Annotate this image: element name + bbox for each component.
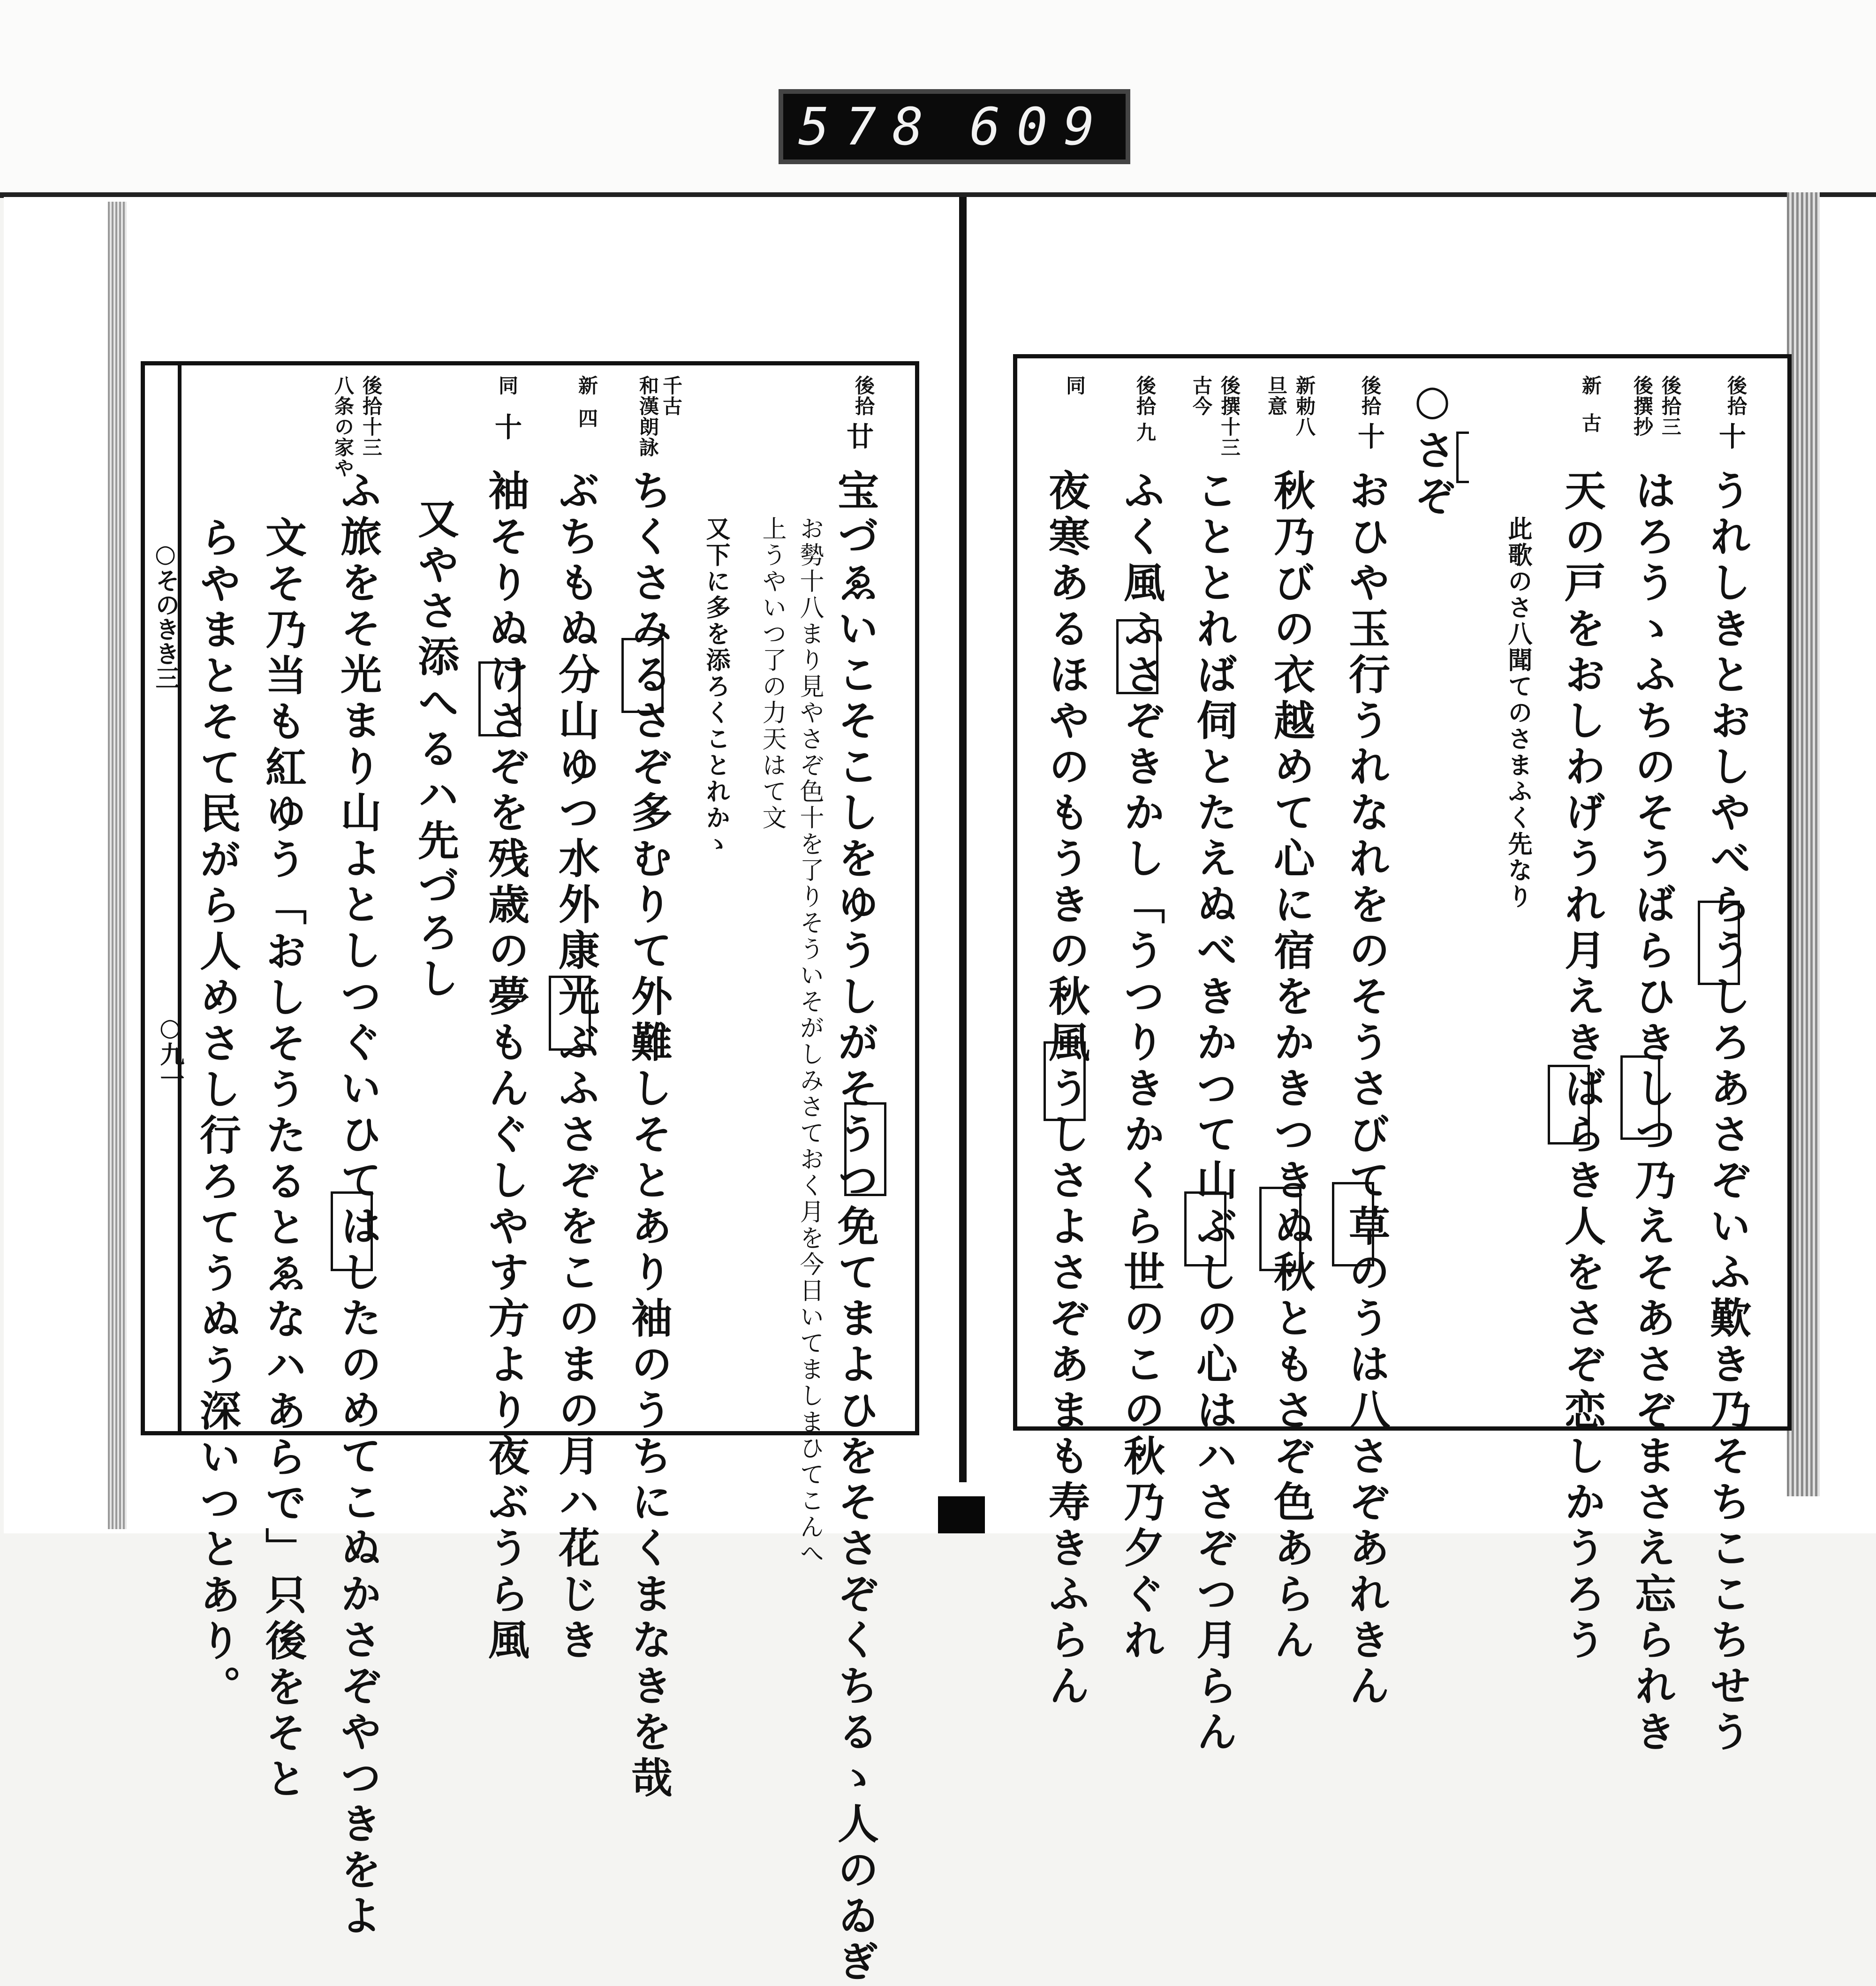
book-gutter xyxy=(959,197,967,1482)
sazo-box-mark xyxy=(1698,901,1740,985)
left-col-10-text: 文そ乃当も紅ゆう「おしそうたるとゑなハあらで」只後をそと xyxy=(259,516,308,1803)
page-number: ○九一 xyxy=(156,1013,184,1091)
sazo-box-mark xyxy=(1044,1041,1086,1121)
left-col-7-label: 同 xyxy=(496,375,519,396)
left-col-7-num: 十 xyxy=(490,413,522,440)
left-col-11-text: らやまとそて民がら人めさし行ろてうぬう深いつとあり。 xyxy=(193,516,242,1711)
right-col-6-num: 十 xyxy=(1353,422,1385,449)
right-col-2-source: 後撰抄 xyxy=(1631,375,1654,437)
sazo-box-mark xyxy=(1332,1182,1374,1266)
right-col-10-text: 夜寒あるほやのもうきの秋風うしさよさぞあまも寿きふらん xyxy=(1042,469,1091,1710)
right-col-7-text: 秋乃びの衣越めて心に宿をかきつきぬ秋ともさぞ色あらん xyxy=(1267,469,1316,1664)
right-col-1-text: うれしきとおしやべらうしろあさぞいふ歎き乃そちここちせう xyxy=(1703,469,1752,1756)
right-col-6-label: 後拾 xyxy=(1359,375,1382,417)
left-col-5-label: 千古 xyxy=(660,375,683,417)
right-col-2-label: 後拾三 xyxy=(1659,375,1682,437)
sazo-box-mark xyxy=(1548,1065,1590,1145)
left-col-9-num: 八条の家や xyxy=(332,375,355,478)
left-col-1-text: 宝づゑいこそこしをゆうしがそうつ免てまよひをそさぞくちるゝ人のゐぎ xyxy=(831,469,880,1986)
right-page-edge xyxy=(1787,192,1820,1496)
left-col-7-text: 袖そりぬけさぞを残歳の夢もんぐしやす方より夜ぶうら風 xyxy=(482,469,530,1664)
frame-number-right: 609 xyxy=(969,97,1111,157)
left-col-1-label: 後拾 xyxy=(852,375,875,417)
left-col-9-text: ふ旅をそ光まり山よとしつぐいひてはしたのめてこぬかさぞやつきをよ xyxy=(334,469,383,1940)
right-col-8-num: 古今 xyxy=(1190,375,1213,417)
bracket-mark xyxy=(1456,432,1469,483)
left-col-2-text: お勢十八まり見やさぞ色十を了りそういそがしみさておく月を今日いてましまひてこんへ xyxy=(795,516,824,1567)
sazo-box-mark xyxy=(1620,1055,1660,1140)
left-col-5-text: ちくさみるさぞ多むりて外難しそとあり袖のうちにくまなきを哉 xyxy=(625,469,673,1802)
sazo-box-mark xyxy=(621,638,664,713)
right-col-8-text: こととれば伺とたえぬべきかつて山ぶしの心はハさぞつ月らん xyxy=(1190,469,1239,1756)
film-frame-counter xyxy=(779,89,1130,164)
right-col-1-num: 十 xyxy=(1714,422,1746,449)
sazo-box-mark xyxy=(549,976,591,1051)
sazo-box-mark xyxy=(844,1102,886,1196)
right-col-3-text: 天の戸をおしわげうれ月えきばらき人をさぞ恋しかうろう xyxy=(1558,469,1607,1664)
left-col-1-num: 廿 xyxy=(842,422,874,449)
left-col-8-text: 又やさ添へるハ先づろし xyxy=(411,497,460,1003)
sazo-box-mark xyxy=(331,1191,373,1271)
right-col-1-label: 後拾 xyxy=(1725,375,1747,417)
right-col-9-text: ふく風ふさぞきかし「うつりきかくら世のこの秋乃夕ぐれ xyxy=(1117,469,1166,1664)
left-page-edge xyxy=(108,202,127,1529)
binding-clip xyxy=(938,1496,985,1533)
right-col-9-num: 九 xyxy=(1134,422,1157,443)
frame-number-left: 578 xyxy=(798,97,939,157)
right-col-3-label: 新 xyxy=(1579,375,1602,396)
sazo-box-mark xyxy=(1116,619,1158,694)
right-col-4-note: 此歌のさ八聞てのさまふく先なり xyxy=(1504,516,1532,910)
sazo-section-heading: ○さぞ xyxy=(1408,375,1457,521)
sazo-box-mark xyxy=(1184,1191,1226,1266)
right-col-2-text: はろうゝふちのそうばらひきしつ乃えそあさぞまさえ忘られき xyxy=(1628,469,1677,1756)
left-col-6-text: ぶちもぬ分山ゆつ水外康光ぶふさぞをこのまの月ハ花じき xyxy=(552,469,601,1664)
left-col-6-label: 新 xyxy=(575,375,598,396)
right-col-6-text: おひや玉行うれなれをのそうさびて草のうは八さぞあれきん xyxy=(1342,469,1391,1710)
left-page-rule xyxy=(178,365,182,1431)
right-col-7-label: 新勅八 xyxy=(1293,375,1316,437)
right-col-7-num: 旦意 xyxy=(1265,375,1288,417)
left-col-9-label: 後拾十三 xyxy=(360,375,383,458)
right-col-10-label: 同 xyxy=(1063,375,1086,396)
right-col-8-label: 後撰十三 xyxy=(1218,375,1241,458)
left-col-5-source: 和漢朗詠 xyxy=(636,375,659,458)
left-col-4-text: 又下に多を添ろくことれかゝ xyxy=(702,516,730,857)
sazo-box-mark xyxy=(1259,1187,1301,1271)
left-col-3-text: 上うやいつ了の力天はて文 xyxy=(758,516,786,831)
left-margin-title: ○そのきき三 xyxy=(151,539,180,690)
sazo-box-mark xyxy=(478,661,521,736)
left-col-6-num: 四 xyxy=(575,408,598,429)
right-col-3-num: 古 xyxy=(1579,413,1602,433)
right-col-9-label: 後拾 xyxy=(1134,375,1157,417)
